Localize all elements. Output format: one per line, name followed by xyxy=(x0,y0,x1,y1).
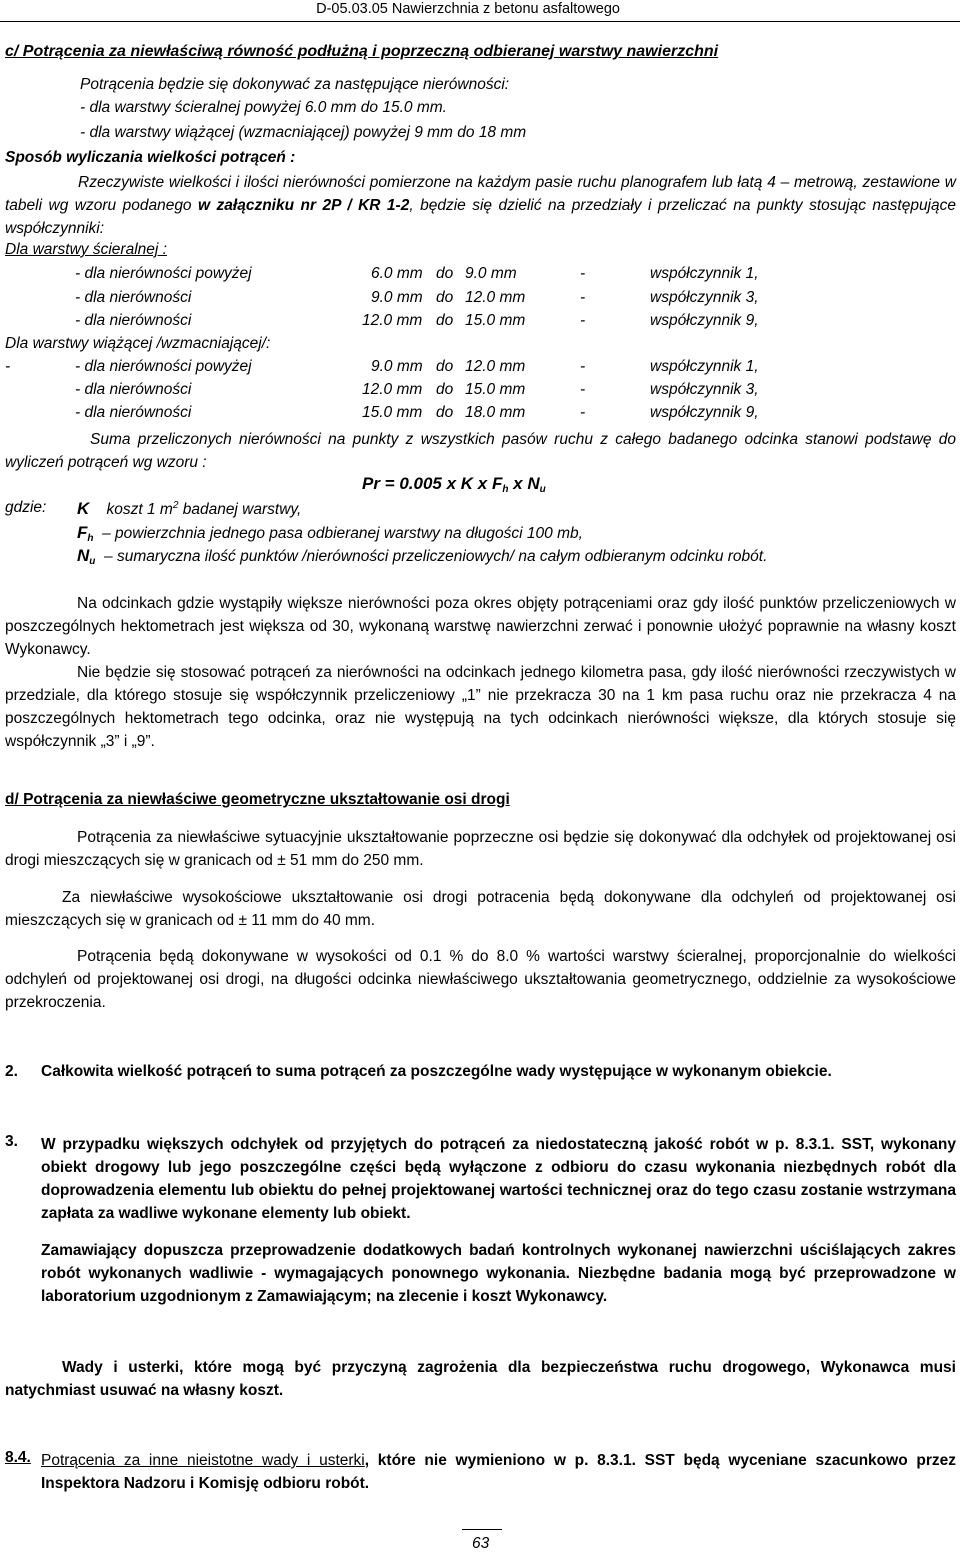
attachment-ref: w załączniku nr 2P / KR 1-2 xyxy=(198,197,410,214)
page-number: 63 xyxy=(472,1535,490,1552)
item-8-4-title: Potrącenia za inne nieistotne wady i usterki xyxy=(41,1452,365,1469)
section-d-paragraph-3: Potrącenia będą dokonywane w wysokości od 0.1 % do 8.0 % wartości warstwy ścieralnej, proporcjonalnie do wielkości odchyleń od projektowanej osi drogi, na długości odcinka niewłaściwego ukształtowania geometrycznego, oddzielnie za wysokościowe przekroczenia. xyxy=(5,948,956,1011)
calc-heading: Sposób wyliczania wielkości potrąceń : xyxy=(5,149,296,166)
deduction-formula: Pr = 0.005 x K x $F_h$ x $N_u$ xyxy=(362,474,546,495)
section-c-heading: c/ Potrącenia za niewłaściwą równość podłużną i poprzeczną odbieranej warstwy nawierzchni xyxy=(5,43,719,60)
paragraph-no-deduction: Nie będzie się stosować potrąceń za nierówności na odcinkach jednego kilometra pasa, gdy ilość nierówności rzeczywistych w przedziale, dla którego stosuje się współczynnik przeliczeniowy „1” nie przekracza 30 na 1 km pasa ruchu oraz nie przekracza 4 na poszczególnych hektometrach tego odcinka, oraz nie występują na tych odcinkach nierówności większe, dla których stosuje się współczynnik „3” i „9”. xyxy=(5,664,956,750)
section-c-line-2: - dla warstwy wiążącej (wzmacniającej) powyżej 9 mm do 18 mm xyxy=(80,124,527,141)
definition-fh: $F_h$ – powierzchnia jednego pasa odbieranej warstwy na długości 100 mb, xyxy=(77,523,583,544)
item-3-text: W przypadku większych odchyłek od przyjętych do potrąceń za niedostateczną jakość robót w p. 8.3.1. SST, wykonany obiekt drogowy lub jego poszczególne części będą wyłączone z odbioru do czasu wykonania niezbędnych robót dla doprowadzenia elementu lub obiektu do pełnej projektowanej wartości technicznej oraz do tego czasu zostanie wstrzymana zapłata za wadliwe wykonane elementy lub obiekt. xyxy=(41,1136,956,1222)
item-2-text: Całkowita wielkość potrąceń to suma potrąceń za poszczególne wady występujące w wykonanym obiekcie. xyxy=(41,1063,832,1080)
section-d-heading: d/ Potrącenia za niewłaściwe geometryczne ukształtowanie osi drogi xyxy=(5,791,510,808)
binder-layer-label: Dla warstwy wiążącej /wzmacniającej/: xyxy=(5,335,271,352)
definition-k: K koszt 1 $m^2$ badanej warstwy, xyxy=(77,499,302,518)
running-header: D-05.03.05 Nawierzchnia z betonu asfaltowego xyxy=(316,1,620,17)
definition-nu: $N_u$ – sumaryczna ilość punktów /nierówności przeliczeniowych/ na całym odbieranym odcinku robót. xyxy=(77,546,768,567)
paragraph-cut-layer: Na odcinkach gdzie wystąpiły większe nierówności poza okres objęty potrąceniami oraz gdy ilość punktów przeliczeniowych w poszczególnych hektometrach jest większa od 30, wykonaną warstwę nawierzchni zerwać i ponownie ułożyć poprawnie na własny koszt Wykonawcy. xyxy=(5,595,956,658)
item-8-4-text: Potrącenia za inne nieistotne wady i usterki, które nie wymieniono w p. 8.3.1. SST będą wyceniane szacunkowo przez Inspektora Nadzoru i Komisję odbioru robót. xyxy=(41,1452,957,1492)
item-2-number: 2. xyxy=(5,1063,18,1080)
item-3-number: 3. xyxy=(5,1133,18,1150)
document-page: D-05.03.05 Nawierzchnia z betonu asfaltowego c/ Potrącenia za niewłaściwą równość podłużną i poprzeczną odbieranej warstwy nawierzchni Potrącenia będzie się dokonywać za następujące nierówności: - dla warstwy ścieralnej powyżej 6.0 mm do 15.0 mm. - dla warstwy wiążącej (wzmacniającej) powyżej 9 mm do 18 mm Sposób wyliczania wielkości potrąceń : Rzeczywiste wielkości i ilości nierówności pomierzone na każdym pasie ruchu planografem lub łatą 4 – metrową, zestawione w tabeli wg wzoru podanego w załączniku nr 2P / KR 1-2, będzie się dzielić na przedziały i przeliczać na punkty stosując następujące współczynniki: Dla warstwy ścieralnej : - dla nierówności powyżej 6.0 mm do 9.0 mm - współczynnik 1, - dla nierówności 9.0 mm do 12.0 mm - współczynnik 3, - dla nierówności 12.0 mm do 15.0 mm - współczynnik 9, Dla warstwy wiążącej /wzmacniającej/: - - dla nierówności powyżej 9.0 mm do 12.0 mm - współczynnik 1, - dla nierówności 12.0 mm do 15.0 mm - współczynnik 3, - dla nierówności 15.0 mm do 18.0 mm - współczynnik 9, Suma przeliczonych nierówności na punkty z wszystkich pasów ruchu z całego badanego odcinka stanowi podstawę do wyliczeń potrąceń wg wzoru : Pr = 0.005 x K x $F_h$ x $N_u$ gdzie: K koszt 1 $m^2$ badanej warstwy, $F_h$ – powierzchnia jednego pasa odbieranej warstwy na długości 100 mb, $N_u$ – sumaryczna ilość punktów /nierówności przeliczeniowych/ na całym odbieranym odcinku robót. Na odcinkach gdzie wystąpiły większe nierówności poza okres objęty potrąceniami oraz gdy ilość punktów przeliczeniowych w poszczególnych hektometrach jest większa od 30, wykonaną warstwę nawierzchni zerwać i ponownie ułożyć poprawnie na własny koszt Wykonawcy. Nie będzie się stosować potrąceń za nierówności na odcinkach jednego kilometra pasa, gdy ilość nierówności rzeczywistych w przedziale, dla którego stosuje się współczynnik przeliczeniowy „1” nie przekracza 30 na 1 km pasa ruchu oraz nie przekracza 4 na poszczególnych hektometrach tego odcinka, oraz nie występują na tych odcinkach nierówności większe, dla których stosuje się współczynnik „3” i „9”. d/ Potrącenia za niewłaściwe geometryczne ukształtowanie osi drogi Potrącenia za niewłaściwe sytuacyjnie ukształtowanie poprzeczne osi będzie się dokonywać dla odchyłek od projektowanej osi drogi mieszczących się w granicach od ± 51 mm do 250 mm. Za niewłaściwe wysokościowe ukształtowanie osi drogi potracenia będą dokonywane dla odchyleń od projektowanej osi mieszczących się w granicach od ± 11 mm do 40 mm. Potrącenia będą dokonywane w wysokości od 0.1 % do 8.0 % wartości warstwy ścieralnej, proporcjonalnie do wielkości odchyleń od projektowanej osi drogi, na długości odcinka niewłaściwego ukształtowania geometrycznego, oddzielnie za wysokościowe przekroczenia. 2. Całkowita wielkość potrąceń to suma potrąceń za poszczególne wady występujące w wykonanym obiekcie. 3. W przypadku większych odchyłek od przyjętych do potrąceń za niedostateczną jakość robót w p. 8.3.1. SST, wykonany obiekt drogowy lub jego poszczególne części będą wyłączone z odbioru do czasu wykonania niezbędnych robót dla doprowadzenia elementu lub obiektu do pełnej projektowanej wartości technicznej oraz do tego czasu zostanie wstrzymana zapłata za wadliwe wykonane elementy lub obiekt. Zamawiający dopuszcza przeprowadzenie dodatkowych badań kontrolnych wykonanej nawierzchni uściślających zakres robót wykonanych wadliwie - wymagających ponownego wykonania. Niezbędne badania mogą być przeprowadzone w laboratorium uzgodnionym z Zamawiającym; na zlecenie i koszt Wykonawcy. Wady i usterki, które mogą być przyczyną zagrożenia dla bezpieczeństwa ruchu drogowego, Wykonawca musi natychmiast usuwać na własny koszt. 8.4. Potrącenia za inne nieistotne wady i usterki, które nie wymieniono w p. 8.3.1. SST będą wyceniane szacunkowo przez Inspektora Nadzoru i Komisję odbioru robót. 63 xyxy=(0,0,960,1555)
section-c-intro: Potrącenia będzie się dokonywać za następujące nierówności: xyxy=(80,76,510,93)
section-d-paragraph-2: Za niewłaściwe wysokościowe ukształtowanie osi drogi potracenia będą dokonywane dla odchyleń od projektowanej osi mieszczących się w granicach od ± 11 mm do 40 mm. xyxy=(5,889,956,929)
section-d-paragraph-1: Potrącenia za niewłaściwe sytuacyjnie ukształtowanie poprzeczne osi będzie się dokonywać dla odchyłek od projektowanej osi drogi mieszczących się w granicach od ± 51 mm do 250 mm. xyxy=(5,829,956,869)
where-label: gdzie: xyxy=(5,499,47,516)
sum-paragraph: Suma przeliczonych nierówności na punkty z wszystkich pasów ruchu z całego badanego odcinka stanowi podstawę do wyliczeń potrąceń wg wzoru : xyxy=(5,431,956,471)
header-rule xyxy=(0,21,960,22)
item-3-text-2: Zamawiający dopuszcza przeprowadzenie dodatkowych badań kontrolnych wykonanej nawierzchni uściślających zakres robót wykonanych wadliwie - wymagających ponownego wykonania. Niezbędne badania mogą być przeprowadzone w laboratorium uzgodnionym z Zamawiającym; na zlecenie i koszt Wykonawcy. xyxy=(41,1242,956,1305)
footer-rule xyxy=(462,1529,502,1530)
item-8-4-number: 8.4. xyxy=(5,1449,31,1466)
defects-paragraph: Wady i usterki, które mogą być przyczyną zagrożenia dla bezpieczeństwa ruchu drogowego, Wykonawca musi natychmiast usuwać na własny koszt. xyxy=(5,1359,956,1399)
section-c-line-1: - dla warstwy ścieralnej powyżej 6.0 mm do 15.0 mm. xyxy=(80,99,447,116)
wear-layer-label: Dla warstwy ścieralnej : xyxy=(5,241,167,258)
calc-paragraph: Rzeczywiste wielkości i ilości nierówności pomierzone na każdym pasie ruchu planografem lub łatą 4 – metrową, zestawione w tabeli wg wzoru podanego w załączniku nr 2P / KR 1-2, będzie się dzielić na przedziały i przeliczać na punkty stosując następujące współczynniki: xyxy=(5,174,956,237)
